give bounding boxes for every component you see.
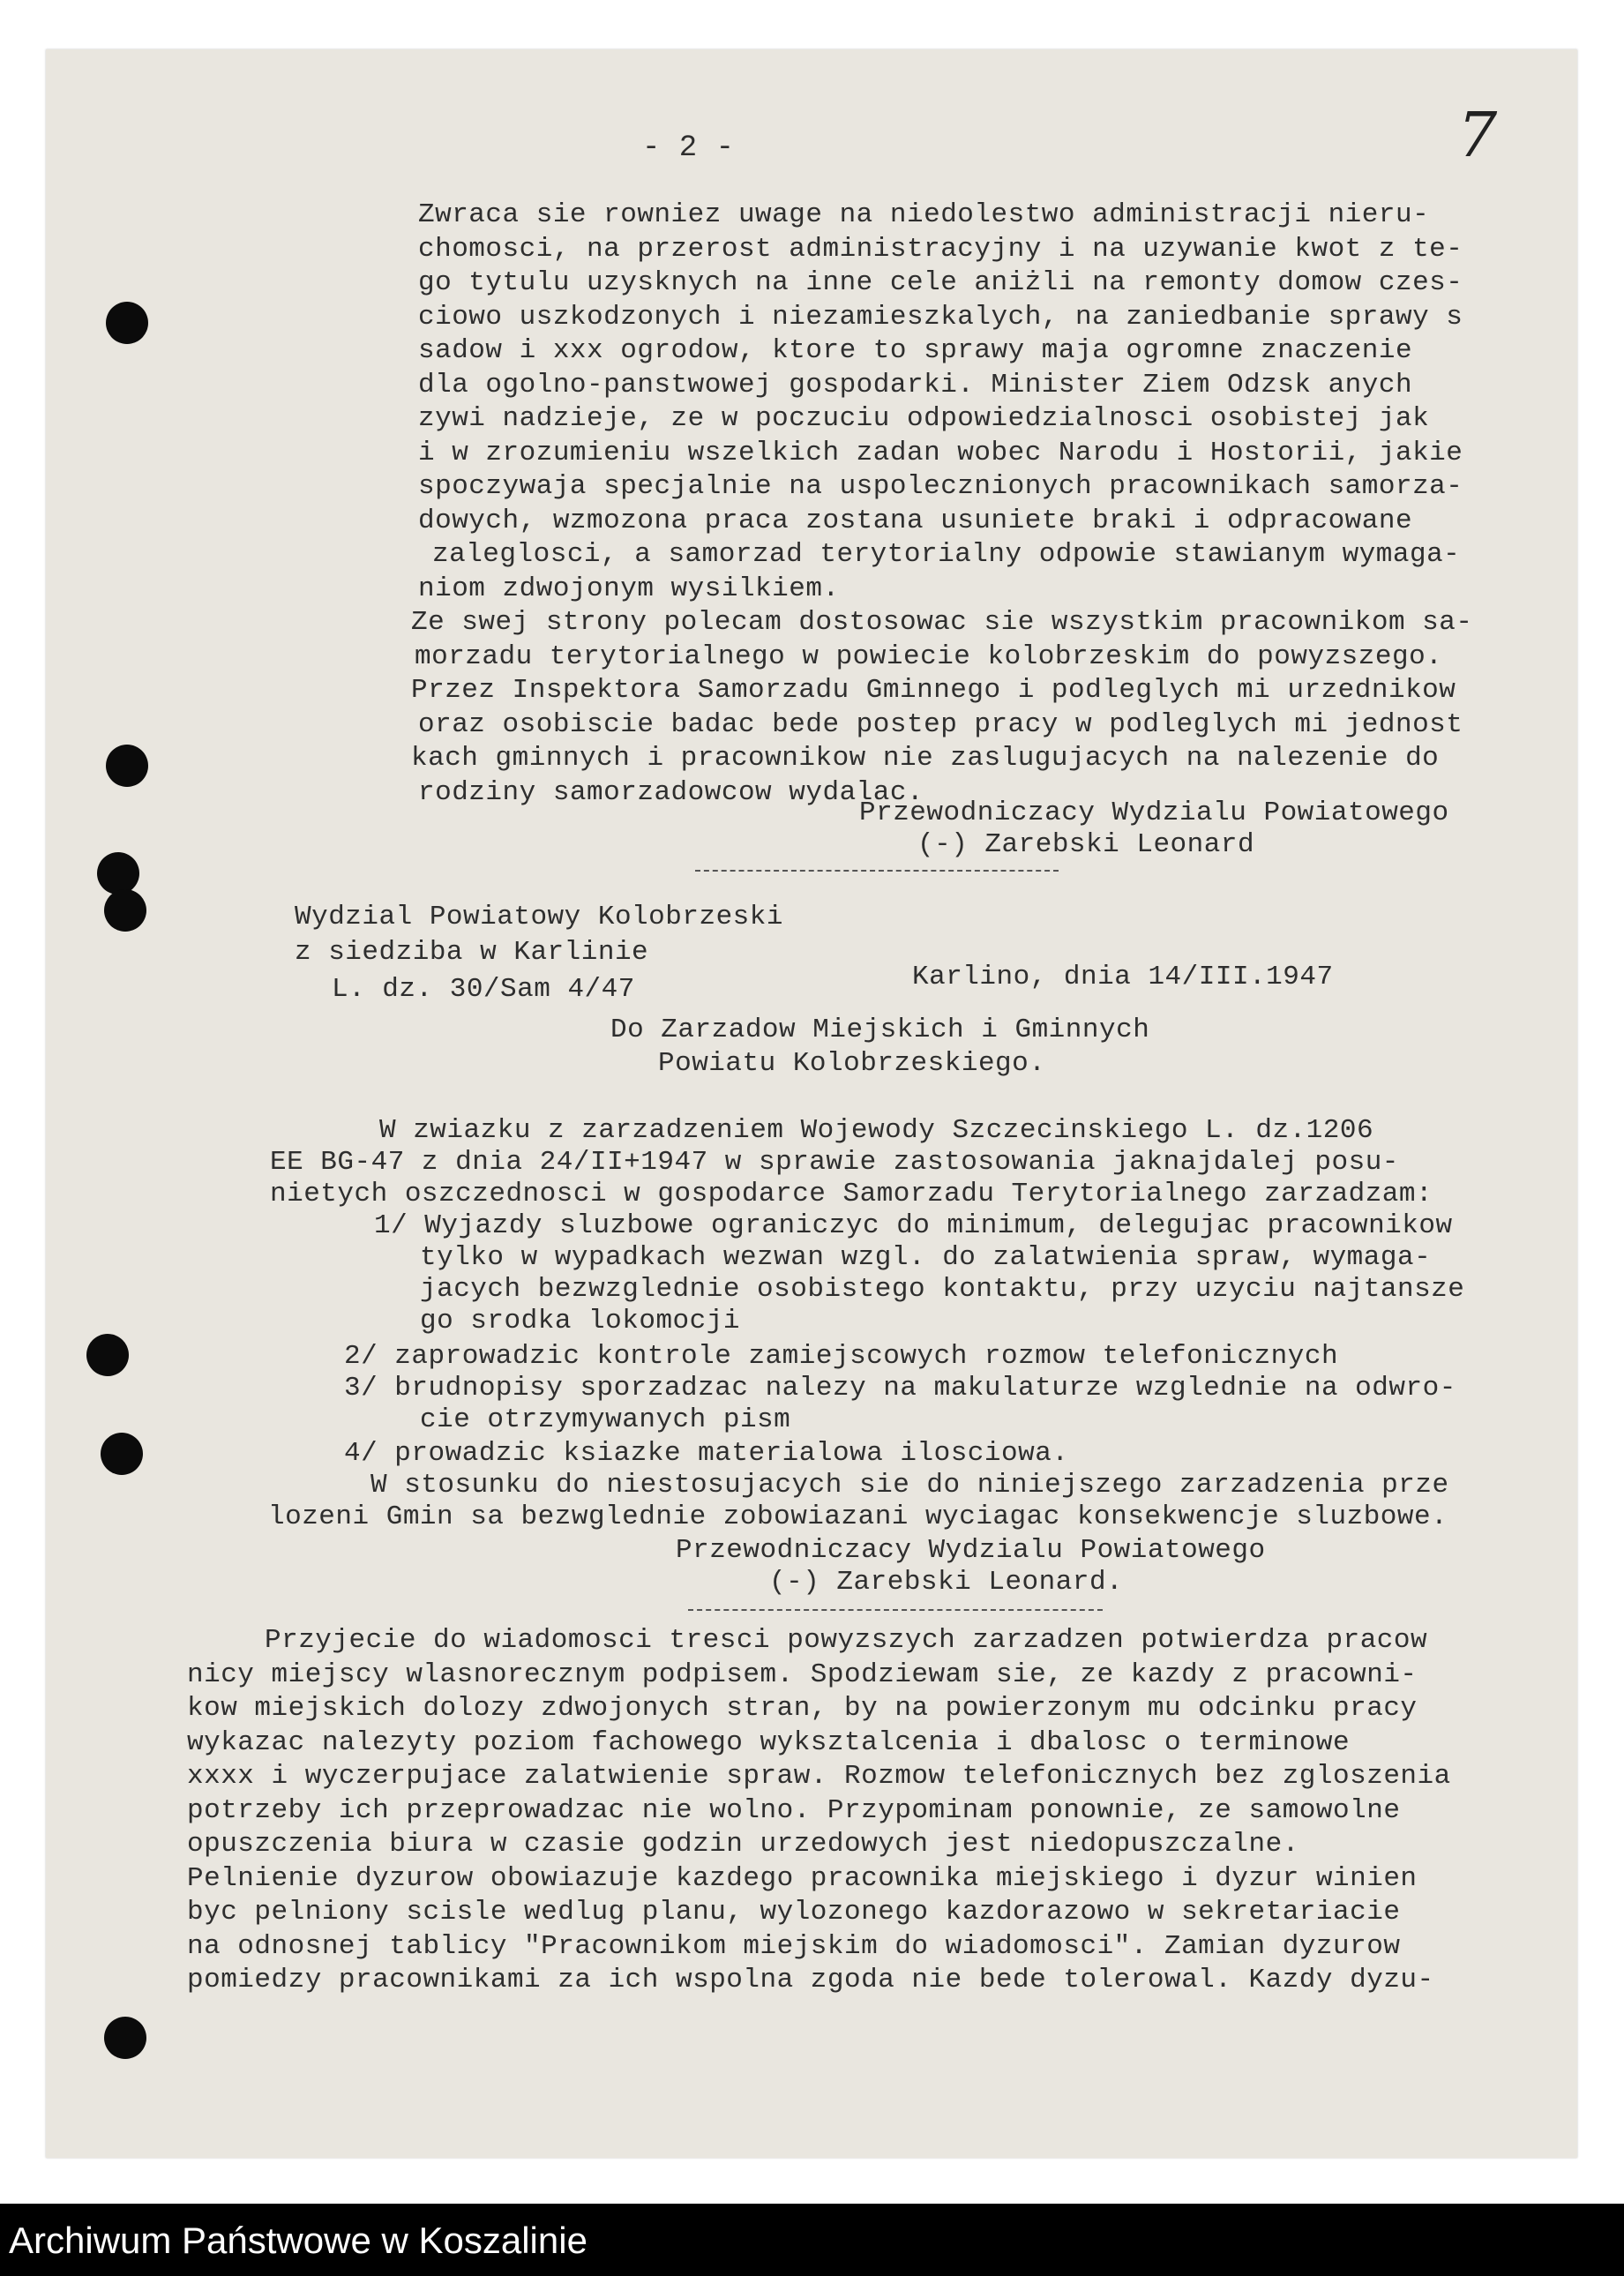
punch-hole: [86, 1334, 129, 1376]
text-line: 2/ zaprowadzic kontrole zamiejscowych rozmow telefonicznych: [344, 1341, 1339, 1372]
text-line: nicy miejscy wlasnorecznym podpisem. Spodziewam sie, ze kazdy z pracowni-: [187, 1658, 1418, 1690]
text-line: na odnosnej tablicy "Pracownikom miejskim do wiadomosci". Zamian dyzurow: [187, 1930, 1401, 1962]
text-line: oraz osobiscie badac bede postep pracy w podleglych mi jednost: [418, 708, 1463, 740]
text-line: cie otrzymywanych pism: [420, 1404, 791, 1435]
punch-hole: [101, 1433, 143, 1475]
text-line: sadow i xxx ogrodow, ktore to sprawy maja ogromne znaczenie: [418, 335, 1413, 366]
punch-hole: [104, 2017, 146, 2059]
signature-title: Przewodniczacy Wydzialu Powiatowego: [859, 797, 1449, 828]
text-line: EE BG-47 z dnia 24/II+1947 w sprawie zastosowania jaknajdalej posu-: [270, 1147, 1399, 1178]
text-line: pomiedzy pracownikami za ich wspolna zgoda nie bede tolerowal. Kazdy dyzu-: [187, 1965, 1434, 1995]
text-line: rodziny samorzadowcow wydalac.: [418, 776, 924, 808]
text-line: W zwiazku z zarzadzeniem Wojewody Szczecinskiego L. dz.1206: [379, 1115, 1374, 1146]
page-number: - 2 -: [642, 131, 735, 165]
text-line: spoczywaja specjalnie na uspolecznionych pracownikach samorza-: [418, 471, 1463, 502]
text-line: xxxx i wyczerpujace zalatwienie spraw. Rozmow telefonicznych bez zgloszenia: [187, 1761, 1451, 1792]
text-line: chomosci, na przerost administracyjny i na uzywanie kwot z te-: [418, 233, 1463, 265]
text-line: Pelnienie dyzurow obowiazuje kazdego pracownika miejskiego i dyzur winien: [187, 1862, 1418, 1894]
text-line: kow miejskich dolozy zdwojonych stran, by na powierzonym mu odcinku pracy: [187, 1693, 1418, 1724]
text-line: W stosunku do niestosujacych sie do niniejszego zarzadzenia prze: [370, 1470, 1449, 1501]
text-line: 4/ prowadzic ksiazke materialowa ilosciowa.: [344, 1438, 1069, 1469]
divider-line: [695, 870, 1059, 872]
text-line: i w zrozumieniu wszelkich zadan wobec Narodu i Hostorii, jakie: [418, 437, 1463, 468]
text-line: lozeni Gmin sa bezwglednie zobowiazani wyciagac konsekwencje sluzbowe.: [268, 1501, 1448, 1532]
signature-name: (-) Zarebski Leonard: [917, 829, 1255, 860]
text-line: L. dz. 30/Sam 4/47: [332, 974, 635, 1005]
text-line: go tytulu uzysknych na inne cele aniżli na remonty domow czes-: [418, 267, 1463, 298]
divider-line: [688, 1609, 1103, 1611]
text-line: nietych oszczednosci w gospodarce Samorzadu Terytorialnego zarzadzam:: [270, 1179, 1433, 1209]
text-line: opuszczenia biura w czasie godzin urzedowych jest niedopuszczalne.: [187, 1829, 1299, 1860]
punch-hole: [106, 745, 148, 787]
text-line: tylko w wypadkach wezwan wzgl. do zalatwienia spraw, wymaga-: [420, 1242, 1432, 1273]
archive-name: Archiwum Państwowe w Koszalinie: [9, 2220, 587, 2261]
handwritten-page-number: 7: [1449, 99, 1505, 171]
text-line: ciowo uszkodzonych i niezamieszkalych, na zaniedbanie sprawy s: [418, 301, 1463, 333]
text-line: Zwraca sie rowniez uwage na niedolestwo administracji nieru-: [418, 199, 1430, 230]
text-line: Przez Inspektora Samorzadu Gminnego i podleglych mi urzednikow: [411, 675, 1456, 706]
text-line: niom zdwojonym wysilkiem.: [418, 573, 840, 604]
text-line: 3/ brudnopisy sporzadzac nalezy na makulaturze wzglednie na odwro-: [344, 1373, 1456, 1404]
text-line: Przyjecie do wiadomosci tresci powyzszych zarzadzen potwierdza pracow: [265, 1625, 1428, 1656]
text-line: jacych bezwzglednie osobistego kontaktu, przy uzyciu najtansze: [420, 1274, 1465, 1305]
place-date: Karlino, dnia 14/III.1947: [912, 962, 1334, 992]
text-line: Do Zarzadow Miejskich i Gminnych: [610, 1014, 1150, 1045]
punch-hole: [104, 889, 146, 932]
text-line: zaleglosci, a samorzad terytorialny odpowie stawianym wymaga-: [432, 539, 1461, 570]
archive-footer-bar: [0, 2204, 1624, 2276]
text-line: byc pelniony scisle wedlug planu, wylozonego kazdorazowo w sekretariacie: [187, 1897, 1401, 1928]
text-line: dowych, wzmozona praca zostana usuniete braki i odpracowane: [418, 505, 1413, 536]
punch-hole: [97, 852, 139, 895]
text-line: 1/ Wyjazdy sluzbowe ograniczyc do minimum, delegujac pracownikow: [374, 1210, 1453, 1241]
text-line: morzadu terytorialnego w powiecie kolobrzeskim do powyzszego.: [415, 640, 1443, 672]
text-line: go srodka lokomocji: [420, 1306, 740, 1336]
text-line: dla ogolno-panstwowej gospodarki. Minister Ziem Odzsk anych: [418, 369, 1413, 401]
text-line: Ze swej strony polecam dostosowac sie wszystkim pracownikom sa-: [411, 607, 1473, 638]
text-line: wykazac nalezyty poziom fachowego wyksztalcenia i dbalosc o terminowe: [187, 1726, 1351, 1758]
punch-hole: [106, 302, 148, 344]
text-line: potrzeby ich przeprowadzac nie wolno. Przypominam ponownie, ze samowolne: [187, 1794, 1401, 1826]
signature-title: Przewodniczacy Wydzialu Powiatowego: [676, 1535, 1266, 1566]
text-line: zywi nadzieje, ze w poczuciu odpowiedzialnosci osobistej jak: [418, 403, 1430, 434]
text-line: Wydzial Powiatowy Kolobrzeski: [295, 902, 783, 932]
text-line: Powiatu Kolobrzeskiego.: [658, 1048, 1046, 1079]
text-line: kach gminnych i pracownikow nie zaslugujacych na nalezenie do: [411, 743, 1440, 774]
signature-name: (-) Zarebski Leonard.: [769, 1567, 1124, 1598]
text-line: z siedziba w Karlinie: [295, 937, 649, 968]
